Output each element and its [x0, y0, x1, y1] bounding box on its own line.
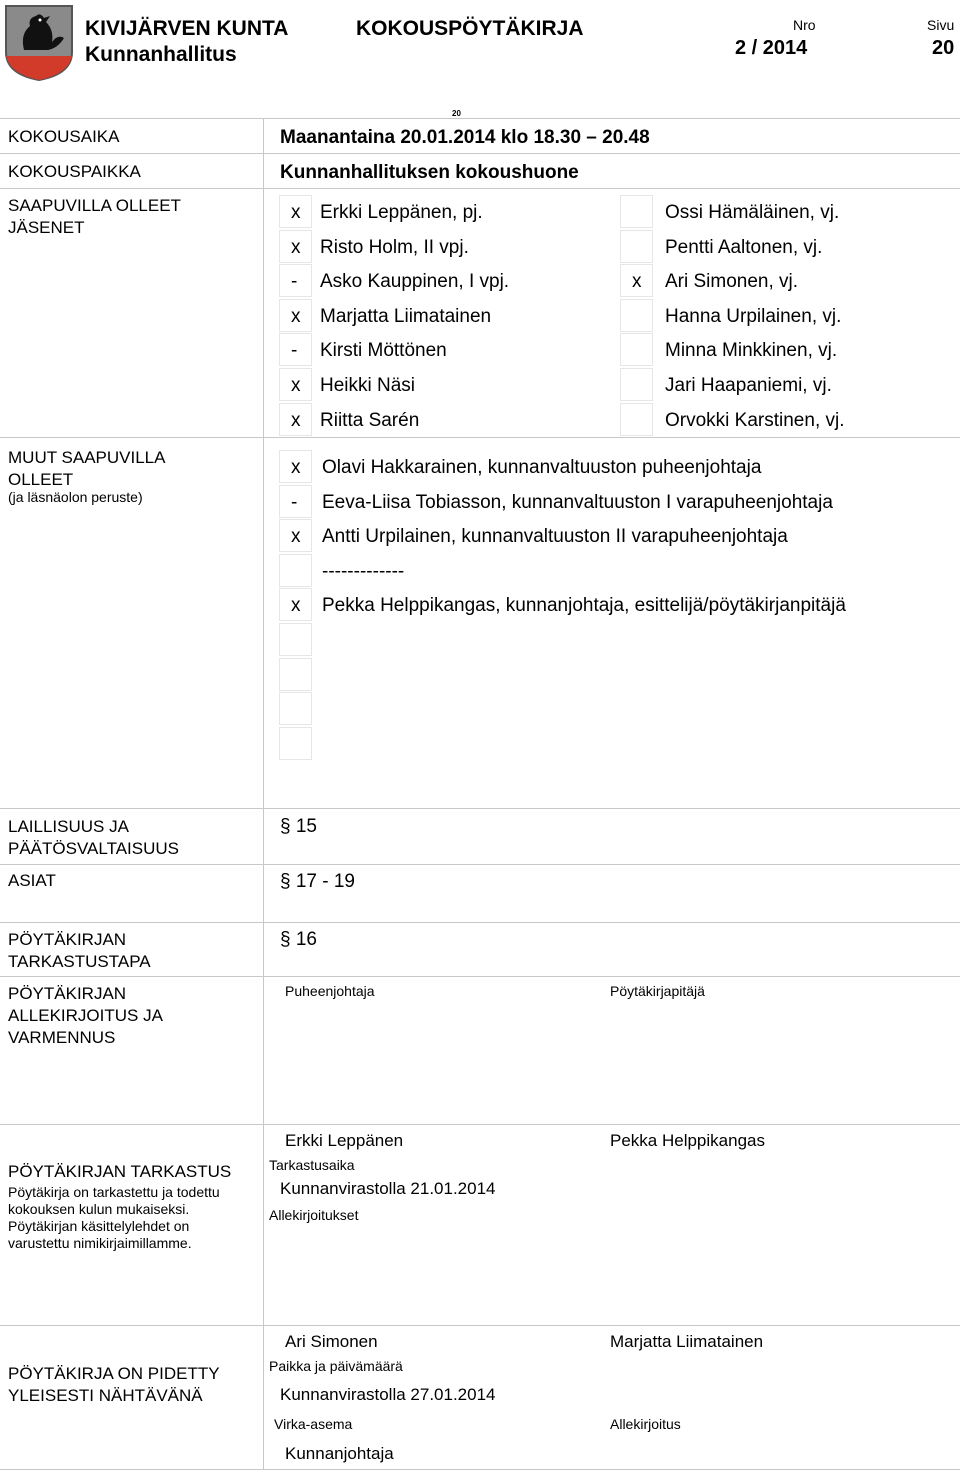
- small-page-number: 20: [452, 109, 461, 118]
- divider: [0, 1124, 960, 1125]
- other-attendee-attendance-mark: -: [291, 491, 298, 513]
- member-attendance-mark: x: [291, 305, 301, 327]
- divider: [0, 153, 960, 154]
- nro-value: 2 / 2014: [735, 37, 808, 59]
- deputy-name: Minna Minkkinen, vj.: [665, 340, 838, 362]
- public-signature-label: Allekirjoitus: [610, 1416, 681, 1432]
- member-attendance-mark: x: [291, 236, 301, 258]
- check-method-section: § 16: [280, 929, 317, 950]
- nro-label: Nro: [793, 17, 816, 33]
- governing-body: Kunnanhallitus: [85, 43, 237, 66]
- public-label: PÖYTÄKIRJA ON PIDETTY YLEISESTI NÄHTÄVÄNÄ: [8, 1364, 220, 1405]
- deputy-checkbox: [620, 368, 653, 401]
- secretary-name: Pekka Helppikangas: [610, 1131, 765, 1150]
- review-text: Pöytäkirja on tarkastettu ja todettu kokouksen kulun mukaiseksi. Pöytäkirjan käsittelylehdet on varustettu nimikirjaimillamme.: [8, 1184, 220, 1251]
- deputy-attendance-mark: x: [632, 271, 642, 293]
- deputy-checkbox: [620, 333, 653, 366]
- other-attendee-name: Antti Urpilainen, kunnanvaltuuston II varapuheenjohtaja: [322, 526, 788, 548]
- deputy-checkbox: [620, 299, 653, 332]
- other-attendee-attendance-mark: x: [291, 457, 301, 478]
- meeting-place-label: KOKOUSPAIKKA: [8, 162, 141, 181]
- member-name: Asko Kauppinen, I vpj.: [320, 271, 510, 293]
- document-type: KOKOUSPÖYTÄKIRJA: [356, 17, 584, 40]
- legality-label: LAILLISUUS JA PÄÄTÖSVALTAISUUS: [8, 817, 179, 858]
- review-signer-2: Marjatta Liimatainen: [610, 1332, 764, 1351]
- legality-section: § 15: [280, 816, 317, 837]
- chair-name: Erkki Leppänen: [285, 1131, 404, 1150]
- review-time-value: Kunnanvirastolla 21.01.2014: [280, 1179, 496, 1198]
- divider: [0, 864, 960, 865]
- member-name: Risto Holm, II vpj.: [320, 236, 469, 258]
- member-name: Riitta Sarén: [320, 409, 420, 431]
- public-place-label: Paikka ja päivämäärä: [269, 1358, 403, 1374]
- meeting-place-value: Kunnanhallituksen kokoushuone: [280, 162, 579, 183]
- member-name: Kirsti Möttönen: [320, 340, 447, 362]
- review-time-label: Tarkastusaika: [269, 1157, 355, 1173]
- other-attendee-checkbox: [279, 727, 312, 760]
- other-attendee-attendance-mark: x: [291, 595, 301, 617]
- divider: [0, 808, 960, 809]
- public-position-value: Kunnanjohtaja: [285, 1444, 394, 1463]
- other-attendee-checkbox: [279, 658, 312, 691]
- others-sublabel: (ja läsnäolon peruste): [8, 489, 143, 505]
- member-attendance-mark: x: [291, 202, 301, 223]
- municipality-name: KIVIJÄRVEN KUNTA: [85, 17, 289, 40]
- other-attendee-name: -------------: [322, 560, 405, 582]
- other-attendee-name: Olavi Hakkarainen, kunnanvaltuuston puheenjohtaja: [322, 457, 762, 478]
- deputy-checkbox: [620, 195, 653, 228]
- deputy-name: Pentti Aaltonen, vj.: [665, 236, 823, 258]
- deputy-name: Orvokki Karstinen, vj.: [665, 409, 845, 431]
- deputy-name: Ari Simonen, vj.: [665, 271, 799, 293]
- items-sections: § 17 - 19: [280, 871, 355, 892]
- municipal-crest-logo: [4, 4, 74, 82]
- meeting-time-label: KOKOUSAIKA: [8, 127, 120, 146]
- member-attendance-mark: -: [291, 271, 298, 293]
- divider: [0, 1469, 960, 1470]
- deputy-name: Hanna Urpilainen, vj.: [665, 305, 842, 327]
- check-method-label: PÖYTÄKIRJAN TARKASTUSTAPA: [8, 930, 151, 971]
- chair-title: Puheenjohtaja: [285, 983, 375, 999]
- member-name: Heikki Näsi: [320, 375, 416, 396]
- review-signer-1: Ari Simonen: [285, 1332, 378, 1351]
- deputy-checkbox: [620, 403, 653, 436]
- secretary-title: Pöytäkirjapitäjä: [610, 983, 705, 999]
- column-divider: [263, 118, 264, 1469]
- public-position-label: Virka-asema: [274, 1416, 353, 1432]
- deputy-checkbox: [620, 230, 653, 263]
- member-attendance-mark: x: [291, 375, 301, 396]
- other-attendee-checkbox: [279, 623, 312, 656]
- divider: [0, 976, 960, 977]
- items-label: ASIAT: [8, 871, 56, 890]
- member-attendance-mark: -: [291, 340, 298, 362]
- member-name: Marjatta Liimatainen: [320, 305, 492, 327]
- other-attendee-checkbox: [279, 554, 312, 587]
- signing-label: PÖYTÄKIRJAN ALLEKIRJOITUS JA VARMENNUS: [8, 984, 162, 1047]
- members-label: SAAPUVILLA OLLEET JÄSENET: [8, 196, 181, 237]
- divider: [0, 1325, 960, 1326]
- other-attendee-name: Pekka Helppikangas, kunnanjohtaja, esittelijä/pöytäkirjanpitäjä: [322, 595, 846, 617]
- other-attendee-checkbox: [279, 692, 312, 725]
- meeting-time-value: Maanantaina 20.01.2014 klo 18.30 – 20.48: [280, 127, 650, 148]
- divider: [0, 118, 960, 119]
- other-attendee-attendance-mark: x: [291, 526, 301, 548]
- deputy-name: Jari Haapaniemi, vj.: [665, 375, 832, 396]
- page-label: Sivu: [927, 17, 955, 33]
- member-name: Erkki Leppänen, pj.: [320, 202, 483, 223]
- others-label: MUUT SAAPUVILLA OLLEET: [8, 448, 165, 489]
- divider: [0, 922, 960, 923]
- review-signatures-label: Allekirjoitukset: [269, 1207, 359, 1223]
- divider: [0, 437, 960, 438]
- other-attendee-name: Eeva-Liisa Tobiasson, kunnanvaltuuston I varapuheenjohtaja: [322, 491, 833, 513]
- review-label: PÖYTÄKIRJAN TARKASTUS: [8, 1162, 232, 1181]
- page-number: 20: [932, 37, 955, 59]
- public-place-value: Kunnanvirastolla 27.01.2014: [280, 1385, 496, 1404]
- deputy-name: Ossi Hämäläinen, vj.: [665, 202, 840, 223]
- member-attendance-mark: x: [291, 409, 301, 431]
- divider: [0, 188, 960, 189]
